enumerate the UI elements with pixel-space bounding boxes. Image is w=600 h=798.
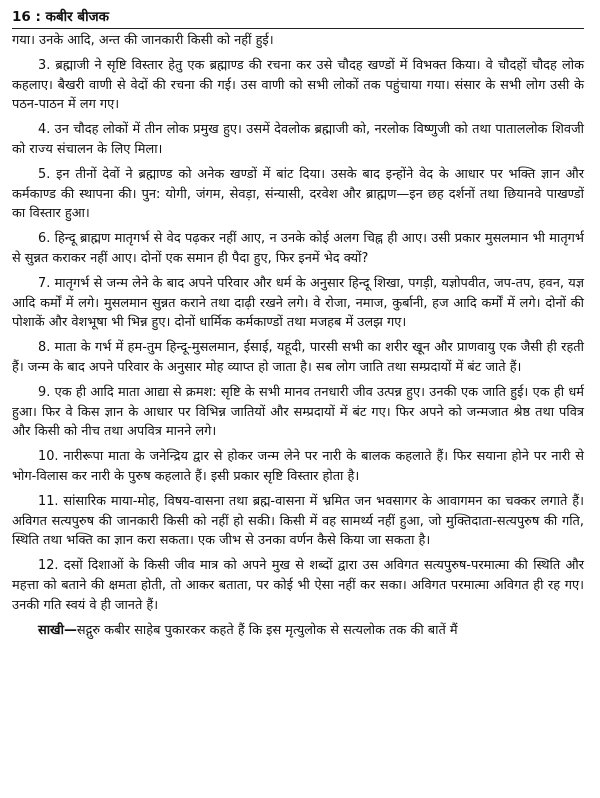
header-separator: : bbox=[30, 9, 46, 25]
book-title: कबीर बीजक bbox=[45, 9, 109, 25]
paragraph-10: 10. नारीरूपा माता के जनेन्द्रिय द्वार से होकर जन्म लेने पर नारी के बालक कहलाते हैं। फिर सयाना होने पर नारी से भोग-विलास कर नारी के पुरुष कहलाते हैं। इसी प्रकार सृष्टि विस्तार होता है। bbox=[12, 449, 584, 484]
sakhi-text: सद्गुरु कबीर साहेब पुकारकर कहते हैं कि इस मृत्युलोक से सत्यलोक तक की बातें मैं bbox=[76, 622, 458, 638]
paragraph-9: 9. एक ही आदि माता आद्या से क्रमश: सृष्टि के सभी मानव तनधारी जीव उत्पन्न हुए। उनकी एक जाति हुई। एक ही धर्म हुआ। फिर वे किस ज्ञान के आधार पर विभिन्न जातियों और सम्प्रदायों में बंट गए। फिर अपने को जन्मजात श्रेष्ठ तथा पवित्र और किसी को नीच तथा अपवित्र मानने लगे। bbox=[12, 384, 584, 440]
header-rule bbox=[12, 28, 584, 29]
page-number: 16 bbox=[12, 9, 31, 25]
paragraph-11: 11. सांसारिक माया-मोह, विषय-वासना तथा ब्रह्म-वासना में भ्रमित जन भवसागर के आवागमन का चक्कर लगाते हैं। अविगत सत्यपुरुष की जानकारी किसी को नहीं हो सकी। किसी में वह सामर्थ्य नहीं हुआ, जो मुक्तिदाता-सत्यपुरुष की गति, स्थिति तथा भक्ति का ज्ञान करा सकता। एक जीभ से उनका वर्णन कैसे किया जा सकता है। bbox=[12, 493, 584, 549]
paragraph-7: 7. मातृगर्भ से जन्म लेने के बाद अपने परिवार और धर्म के अनुसार हिन्दू शिखा, पगड़ी, यज्ञोपवीत, जप-तप, हवन, यज्ञ आदि कर्मों में लगे। मुसलमान सुन्नत कराने तथा दाढ़ी रखने लगे। वे रोजा, नमाज, कुर्बानी, हज आदि कर्मों में लगे। दोनों की पोशाकें और वेशभूषा भी भिन्न हुए। दोनों धार्मिक कर्मकाण्डों तथा मजहब में उलझ गए। bbox=[12, 275, 584, 331]
paragraph-12: 12. दसों दिशाओं के किसी जीव मात्र को अपने मुख से शब्दों द्वारा उस अविगत सत्यपुरुष-परमात्मा की स्थिति और महत्ता को बताने की क्षमता होती, तो आकर बताता, पर कोई भी ऐसा नहीं कर सका। अविगत परमात्मा अविगत ही रह गए। उनकी गति स्वयं वे ही जानते हैं। bbox=[12, 558, 584, 613]
sakhi-label: साखी bbox=[38, 622, 64, 638]
page-header bbox=[12, 6, 584, 28]
paragraph-4: 4. उन चौदह लोकों में तीन लोक प्रमुख हुए। उसमें देवलोक ब्रह्माजी को, नरलोक विष्णुजी को तथा पाताललोक शिवजी को राज्य संचालन के लिए मिला। bbox=[12, 122, 584, 157]
paragraph-6: 6. हिन्दू ब्राह्मण मातृगर्भ से वेद पढ़कर नहीं आए, न उनके कोई अलग चिह्न ही आए। उसी प्रकार मुसलमान भी मातृगर्भ से सुन्नत कराकर नहीं आए। दोनों एक समान ही पैदा हुए, फिर इनमें भेद क्यों? bbox=[12, 231, 584, 266]
sakhi-dash: — bbox=[63, 622, 77, 638]
sakhi-line bbox=[12, 621, 584, 641]
paragraph-5: 5. इन तीनों देवों ने ब्रह्माण्ड को अनेक खण्डों में बांट दिया। उसके बाद इन्होंने वेद के आधार पर भक्ति ज्ञान और कर्मकाण्ड की स्थापना की। पुन: योगी, जंगम, सेवड़ा, संन्यासी, दरवेश और ब्राह्मण—इन छह दर्शनों तथा छियानवे पाखण्डों का विस्तार हुआ। bbox=[12, 166, 584, 222]
paragraph-continuation: गया। उनके आदि, अन्त की जानकारी किसी को नहीं हुई। bbox=[12, 33, 274, 48]
paragraph-3: 3. ब्रह्माजी ने सृष्टि विस्तार हेतु एक ब्रह्माण्ड की रचना कर उसे चौदह खण्डों में विभक्त किया। वे चौदहों चौदह लोक कहलाए। बैखरी वाणी से वेदों की रचना की गई। उस वाणी को सभी लोकों तक पहुंचाया गया। संसार के सभी लोग उसी के पठन-पाठन में लग गए। bbox=[12, 57, 584, 113]
paragraph-8: 8. माता के गर्भ में हम-तुम हिन्दू-मुसलमान, ईसाई, यहूदी, पारसी सभी का शरीर खून और प्राणवायु एक जैसी ही रहती हैं। जन्म के बाद अपने परिवार के अनुसार मोह व्याप्त हो जाता है। सब लोग जाति तथा सम्प्रदायों में बंट जाते हैं। bbox=[12, 340, 584, 375]
